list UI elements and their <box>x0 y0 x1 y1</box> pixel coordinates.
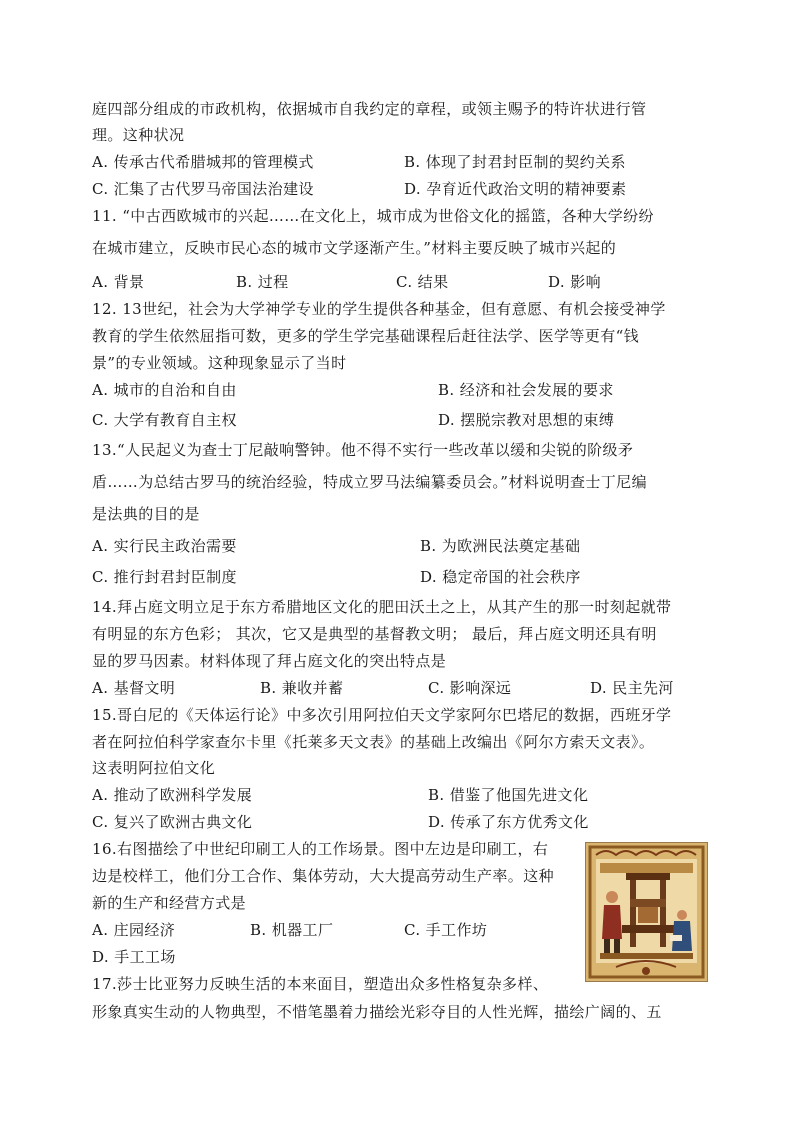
q12-stem-line3: 景”的专业领域。这种现象显示了当时 <box>92 354 347 372</box>
q10-stem-line1: 庭四部分组成的市政机构，依据城市自我约定的章程，或领主赐予的特许状进行管 <box>92 100 647 118</box>
q16-option-a: A. 庄园经济 <box>92 921 176 939</box>
q13-stem-line2: 盾……为总结古罗马的统治经验，特成立罗马法编纂委员会。”材料说明查士丁尼编 <box>92 473 647 491</box>
q11-option-b: B. 过程 <box>236 273 289 291</box>
q15-option-b: B. 借鉴了他国先进文化 <box>428 786 589 804</box>
q10-option-d: D. 孕育近代政治文明的精神要素 <box>404 180 627 198</box>
q15-option-a: A. 推动了欧洲科学发展 <box>92 786 253 804</box>
q10-option-b: B. 体现了封君封臣制的契约关系 <box>404 153 626 171</box>
q17-stem-line1: 17.莎士比亚努力反映生活的本来面目，塑造出众多性格复杂多样、 <box>92 975 549 993</box>
q15-option-d: D. 传承了东方优秀文化 <box>428 813 589 831</box>
q15-stem-line1: 15.哥白尼的《天体运行论》中多次引用阿拉伯天文学家阿尔巴塔尼的数据，西班牙学 <box>92 706 672 724</box>
q10-option-a: A. 传承古代希腊城邦的管理模式 <box>92 153 314 171</box>
q14-stem-line1: 14.拜占庭文明立足于东方希腊地区文化的肥田沃土之上，从其产生的那一时刻起就带 <box>92 598 672 616</box>
q14-option-a: A. 基督文明 <box>92 679 176 697</box>
q13-stem-line1: 13.“人民起义为查士丁尼敲响警钟。他不得不实行一些改革以缓和尖锐的阶级矛 <box>92 441 634 459</box>
q10-option-c: C. 汇集了古代罗马帝国法治建设 <box>92 180 314 198</box>
q12-option-d: D. 摆脱宗教对思想的束缚 <box>438 411 615 429</box>
q16-option-c: C. 手工作坊 <box>404 921 488 939</box>
q11-stem-line2: 在城市建立，反映市民心态的城市文学逐渐产生。”材料主要反映了城市兴起的 <box>92 239 617 257</box>
q15-stem-line3: 这表明阿拉伯文化 <box>92 759 216 777</box>
printing-press-illustration <box>585 842 708 982</box>
q16-option-b: B. 机器工厂 <box>250 921 334 939</box>
q11-stem-line1: 11. “中古西欧城市的兴起……在文化上，城市成为世俗文化的摇篮，各种大学纷纷 <box>92 207 654 225</box>
q14-option-d: D. 民主先河 <box>590 679 674 697</box>
q13-option-c: C. 推行封君封臣制度 <box>92 568 237 586</box>
q14-option-b: B. 兼收并蓄 <box>260 679 344 697</box>
q10-stem-line2: 理。这种状况 <box>92 126 185 144</box>
q11-option-a: A. 背景 <box>92 273 145 291</box>
q13-option-b: B. 为欧洲民法奠定基础 <box>420 537 581 555</box>
q12-option-a: A. 城市的自治和自由 <box>92 381 237 399</box>
q13-option-a: A. 实行民主政治需要 <box>92 537 237 555</box>
q12-stem-line1: 12. 13世纪，社会为大学神学专业的学生提供各种基金，但有意愿、有机会接受神学 <box>92 300 666 318</box>
q15-stem-line2: 者在阿拉伯科学家查尔卡里《托莱多天文表》的基础上改编出《阿尔方索天文表》。 <box>92 733 655 751</box>
q11-option-d: D. 影响 <box>548 273 602 291</box>
q14-option-c: C. 影响深远 <box>428 679 512 697</box>
q12-stem-line2: 教育的学生依然屈指可数，更多的学生学完基础课程后赶往法学、医学等更有“钱 <box>92 327 640 345</box>
q14-stem-line2: 有明显的东方色彩； 其次，它又是典型的基督教文明； 最后，拜占庭文明还具有明 <box>92 625 657 643</box>
q13-option-d: D. 稳定帝国的社会秩序 <box>420 568 581 586</box>
q12-option-c: C. 大学有教育自主权 <box>92 411 237 429</box>
q16-stem-line1: 16.右图描绘了中世纪印刷工人的工作场景。图中左边是印刷工，右 <box>92 840 549 858</box>
q12-option-b: B. 经济和社会发展的要求 <box>438 381 614 399</box>
q17-stem-line2: 形象真实生动的人物典型，不惜笔墨着力描绘光彩夺目的人性光辉，描绘广阔的、五 <box>92 1003 662 1021</box>
q15-option-c: C. 复兴了欧洲古典文化 <box>92 813 253 831</box>
printing-press-icon <box>586 843 707 981</box>
q16-stem-line2: 边是校样工，他们分工合作、集体劳动，大大提高劳动生产率。这种 <box>92 867 555 885</box>
q14-stem-line3: 显的罗马因素。材料体现了拜占庭文化的突出特点是 <box>92 652 447 670</box>
q13-stem-line3: 是法典的目的是 <box>92 505 200 523</box>
q11-option-c: C. 结果 <box>396 273 449 291</box>
q16-option-d: D. 手工工场 <box>92 948 176 966</box>
q16-stem-line3: 新的生产和经营方式是 <box>92 894 247 912</box>
